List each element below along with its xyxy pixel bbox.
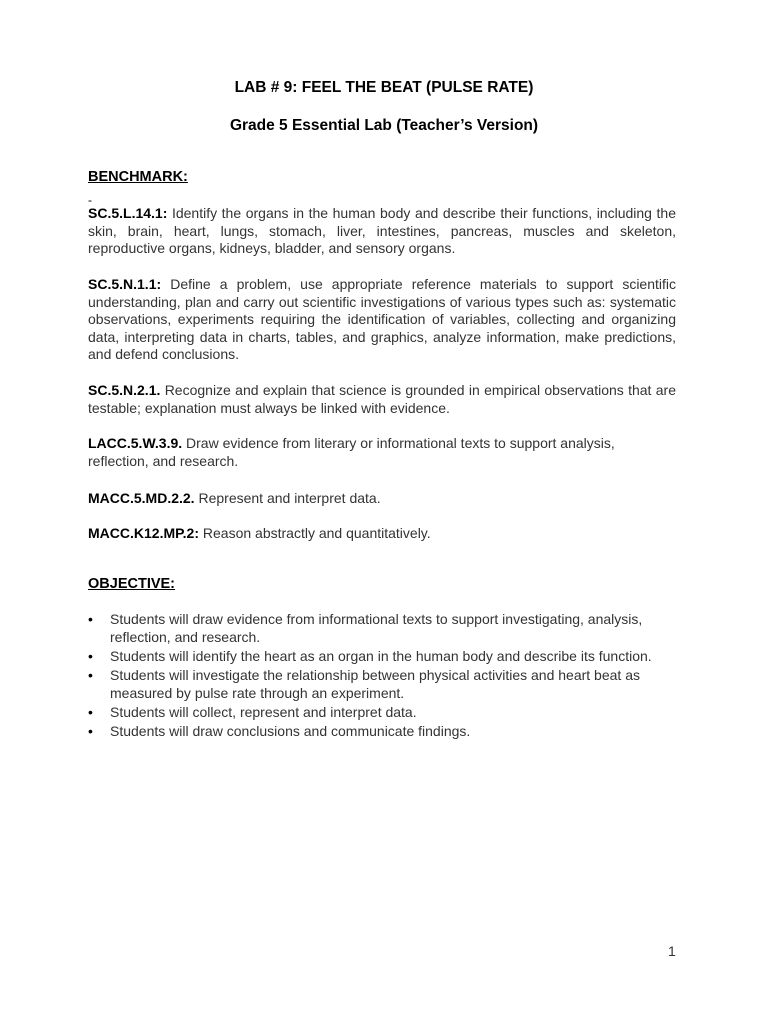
- list-item: [88, 648, 688, 666]
- lab-title: LAB # 9: FEEL THE BEAT (PULSE RATE): [234, 79, 534, 96]
- list-item: [88, 704, 688, 722]
- list-item: [88, 667, 688, 703]
- bullet-icon: •: [88, 611, 93, 627]
- objective-text: Students will collect, represent and interpret data.: [110, 704, 417, 721]
- benchmark-text: Reason abstractly and quantitatively.: [199, 525, 431, 541]
- objective-text: Students will investigate the relationship between physical activities and heart beat as measured by pulse rate through an experiment.: [110, 667, 640, 701]
- benchmark-item: [88, 276, 676, 364]
- benchmark-item: [88, 205, 676, 258]
- objective-list: [88, 611, 688, 743]
- benchmark-code: SC.5.N.2.1.: [88, 382, 161, 398]
- benchmark-item: [88, 525, 676, 543]
- benchmark-item: [88, 382, 676, 417]
- bullet-icon: •: [88, 723, 93, 740]
- lab-subtitle: Grade 5 Essential Lab (Teacher’s Version): [229, 117, 539, 134]
- objective-heading: OBJECTIVE:: [88, 576, 176, 592]
- benchmark-text: Recognize and explain that science is grounded in empirical observations that are testable; explanation must always be linked with evidence.: [88, 382, 676, 416]
- benchmark-code: SC.5.L.14.1:: [88, 205, 168, 221]
- list-item: [88, 611, 688, 647]
- list-item: [88, 723, 688, 741]
- benchmark-text: Represent and interpret data.: [194, 490, 381, 506]
- objective-text: Students will draw evidence from informational texts to support investigating, analysis, reflection, and research.: [110, 611, 643, 645]
- benchmark-code: LACC.5.W.3.9.: [88, 435, 183, 451]
- benchmark-text: Define a problem, use appropriate reference materials to support scientific understanding, plan and carry out scientific investigations of various types such as: systematic observations, experiments requiring the identification of variables, collecting and organizing data, interpreting data in charts, tables, and graphics, analyze information, make predictions, and defend conclusions.: [88, 276, 676, 363]
- benchmark-dash: -: [88, 193, 92, 207]
- benchmark-text: Identify the organs in the human body and describe their functions, including the skin, brain, heart, lungs, stomach, liver, intestines, pancreas, muscles and skeleton, reproductive organs, kidneys, bladder, and sensory organs.: [88, 205, 676, 257]
- bullet-icon: •: [88, 704, 93, 721]
- benchmark-code: MACC.5.MD.2.2.: [88, 490, 195, 506]
- benchmark-code: MACC.K12.MP.2:: [88, 525, 199, 541]
- benchmark-item: [88, 490, 676, 508]
- benchmark-heading: BENCHMARK:: [88, 169, 188, 185]
- benchmark-text: Draw evidence from literary or informational texts to support analysis, reflection, and research.: [88, 435, 615, 469]
- page-number: 1: [668, 943, 676, 959]
- benchmark-code: SC.5.N.1.1:: [88, 276, 162, 292]
- objective-text: Students will identify the heart as an organ in the human body and describe its function.: [110, 647, 652, 664]
- bullet-icon: •: [88, 667, 93, 684]
- objective-text: Students will draw conclusions and communicate findings.: [110, 723, 471, 740]
- bullet-icon: •: [88, 647, 93, 664]
- benchmark-item: [88, 435, 676, 470]
